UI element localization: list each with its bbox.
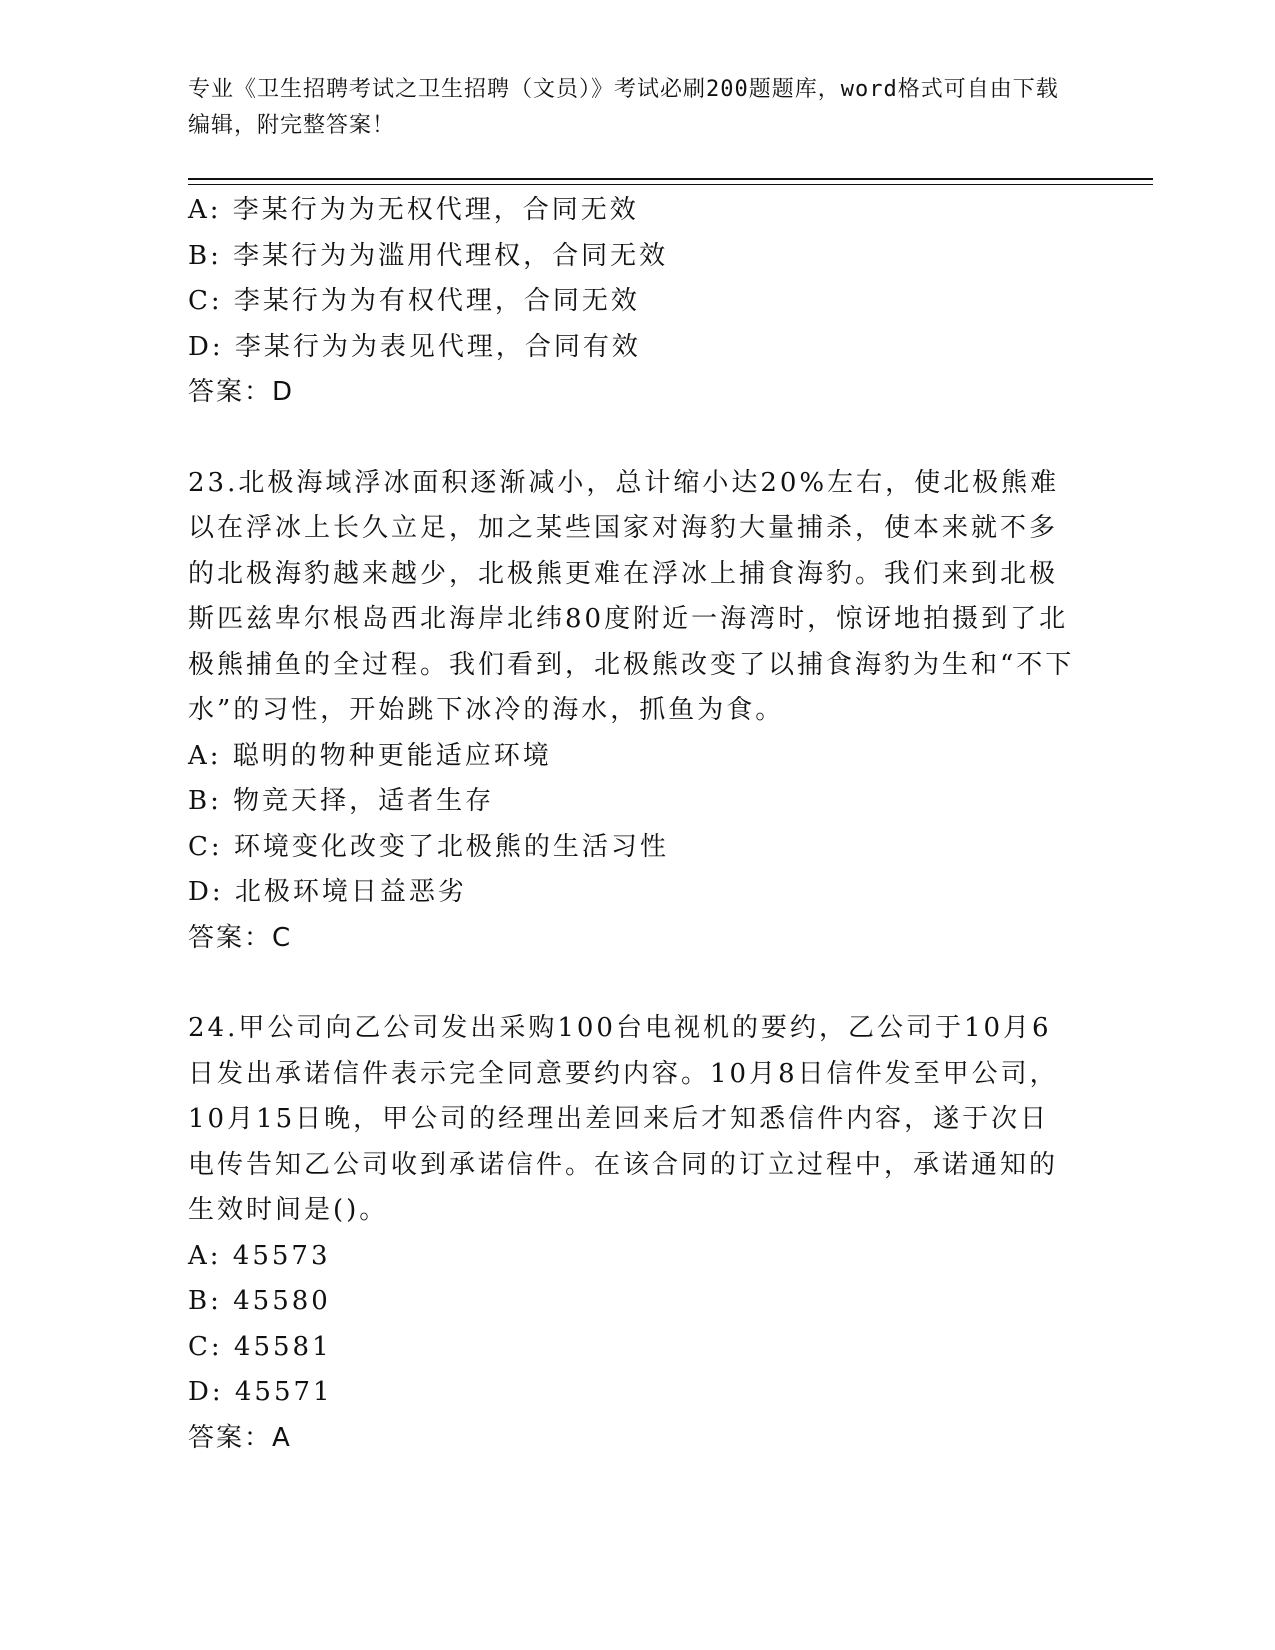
question-text: 23.北极海域浮冰面积逐渐减小，总计缩小达20%左右，使北极熊难以在浮冰上长久立足，加之某些国家对海豹大量捕杀，使本来就不多的北极海豹越来越少，北极熊更难在浮冰上捕食海豹。我们来到北极斯匹兹卑尔根岛西北海岸北纬80度附近一海湾时，惊讶地拍摄到了北极熊捕鱼的全过程。我们看到，北极熊改变了以捕食海豹为生和“不下水”的习性，开始跳下冰冷的海水，抓鱼为食。	[188, 467, 1075, 725]
answer: 答案：A	[188, 1422, 292, 1453]
header-divider-thick	[188, 178, 1153, 180]
answer: 答案：D	[188, 377, 295, 407]
option-b: B: 45580	[188, 1286, 331, 1316]
document-body	[188, 188, 1088, 1461]
option-d: D: 45571	[188, 1377, 333, 1407]
question-22	[188, 188, 1088, 416]
spacer	[188, 416, 1088, 461]
answer: 答案：C	[188, 922, 293, 953]
document-header: 专业《卫生招聘考试之卫生招聘（文员）》考试必刷200题题库，word格式可自由下载编辑，附完整答案！	[188, 77, 1059, 138]
question-23	[188, 461, 1088, 962]
header-divider-thin	[188, 184, 1153, 185]
option-a: A: 李某行为为无权代理，合同无效	[188, 195, 639, 225]
option-a: A: 45573	[188, 1240, 331, 1271]
option-b: B: 物竞天择，适者生存	[188, 786, 495, 816]
option-c: C: 环境变化改变了北极熊的生活习性	[188, 831, 669, 862]
question-24	[188, 1006, 1088, 1461]
spacer	[188, 961, 1088, 1006]
option-d: D: 李某行为为表见代理，合同有效	[188, 331, 641, 362]
option-c: C: 李某行为为有权代理，合同无效	[188, 286, 640, 316]
option-a: A: 聪明的物种更能适应环境	[188, 740, 552, 771]
question-text: 24.甲公司向乙公司发出采购100台电视机的要约，乙公司于10月6日发出承诺信件表示完全同意要约内容。10月8日信件发至甲公司，10月15日晚，甲公司的经理出差回来后才知悉信件内容，遂于次日电传告知乙公司收到承诺信件。在该合同的订立过程中，承诺通知的生效时间是()。	[188, 1013, 1059, 1225]
option-b: B: 李某行为为滥用代理权，合同无效	[188, 240, 669, 271]
option-d: D: 北极环境日益恶劣	[188, 877, 467, 907]
option-c: C: 45581	[188, 1331, 332, 1362]
